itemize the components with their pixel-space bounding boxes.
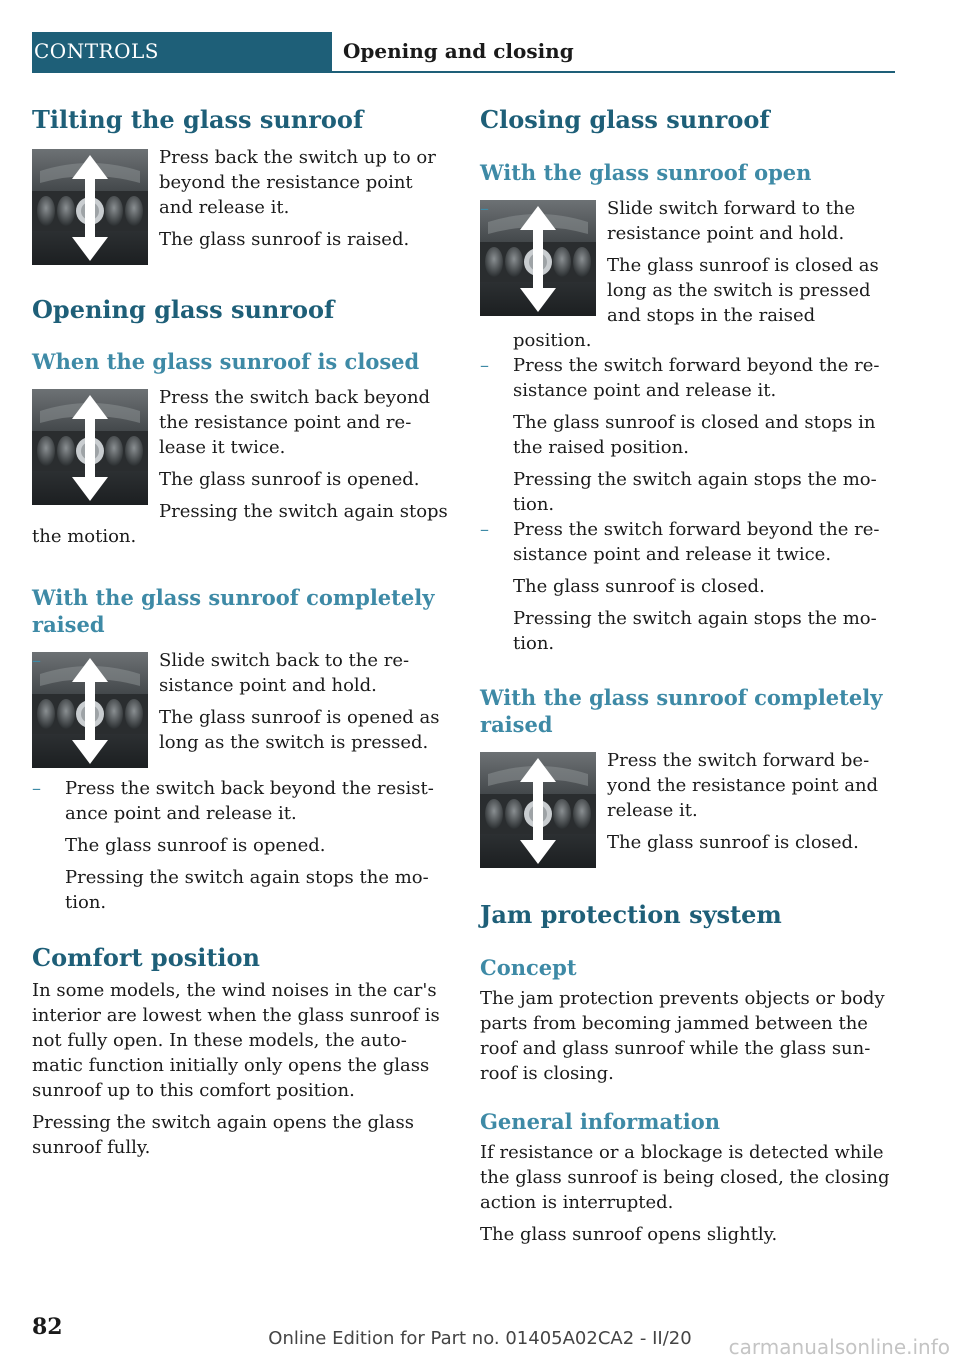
opening-closed-note: Pressing the switch again stops the motion. [32, 501, 448, 547]
closing-heading: Closing glass sunroof [480, 105, 770, 134]
concept-subheading: Concept [480, 955, 577, 980]
closing-raised-subheading: With the glass sunroof completely raised [480, 685, 883, 737]
general-subheading: General information [480, 1109, 721, 1134]
running-header [32, 32, 895, 73]
comfort-note: Pressing the switch again opens the glass sunroof fully. [32, 1112, 414, 1158]
opening-heading: Opening glass sunroof [32, 295, 335, 324]
jam-heading: Jam protection system [480, 900, 782, 929]
page-number: 82 [32, 1314, 63, 1340]
opening-closed-text: Press the switch back beyond the resistance point and release it twice. [159, 387, 431, 458]
edition-footer: Online Edition for Part no. 01405A02CA2 - II/20 [268, 1328, 692, 1349]
concept-text: The jam protection prevents objects or body parts from becoming jammed between the roof and glass sunroof while the glass sunroof is closing. [480, 988, 885, 1084]
right-column [480, 105, 896, 1247]
list-item: – Press the switch back beyond the resistance point and release it. The glass sunroof is opened. Pressing the switch again stops the motion. [32, 778, 434, 913]
list-item: – Slide switch back to the resistance point and hold. The glass sunroof is opened as long as the switch is pressed. [32, 650, 440, 753]
general-note: The glass sunroof opens slightly. [480, 1224, 778, 1245]
general-text: If resistance or a blockage is detected while the glass sunroof is being closed, the closing action is interrupted. [480, 1142, 890, 1213]
left-column [32, 105, 448, 1160]
sunroof-switch-image [480, 752, 596, 868]
tilting-result: The glass sunroof is raised. [159, 229, 410, 250]
opening-raised-subheading: With the glass sunroof completely raised [32, 585, 435, 637]
closing-raised-text: Press the switch forward beyond the resistance point and release it. [607, 750, 879, 821]
comfort-text: In some models, the wind noises in the car's interior are lowest when the glass sunroof is not fully open. In these models, the automatic function initially only opens the glass sunroof up to this comfort position. [32, 980, 440, 1101]
list-item: – Press the switch forward beyond the resistance point and release it. The glass sunroof is closed and stops in the raised position. Pressing the switch again stops the motion. [480, 355, 880, 515]
tilting-heading: Tilting the glass sunroof [32, 105, 364, 134]
watermark: carmanualsonline.info [728, 1335, 950, 1359]
opening-closed-subheading: When the glass sunroof is closed [32, 349, 420, 374]
list-item: – Press the switch forward beyond the resistance point and release it twice. The glass sunroof is closed. Pressing the switch again stops the motion. [480, 519, 880, 654]
tilting-text: Press back the switch up to or beyond the resistance point and release it. [159, 147, 436, 218]
closing-open-subheading: With the glass sunroof open [480, 160, 812, 185]
sunroof-switch-image [32, 149, 148, 265]
section-label: CONTROLS [32, 32, 332, 71]
closing-raised-result: The glass sunroof is closed. [607, 832, 859, 853]
list-item: – Slide switch forward to the resistance point and hold. The glass sunroof is closed as long as the switch is pressed and stops in the raised position. [480, 198, 879, 351]
chapter-title: Opening and closing [343, 39, 574, 63]
opening-closed-result: The glass sunroof is opened. [159, 469, 420, 490]
sunroof-switch-image [32, 389, 148, 505]
comfort-heading: Comfort position [32, 943, 260, 972]
